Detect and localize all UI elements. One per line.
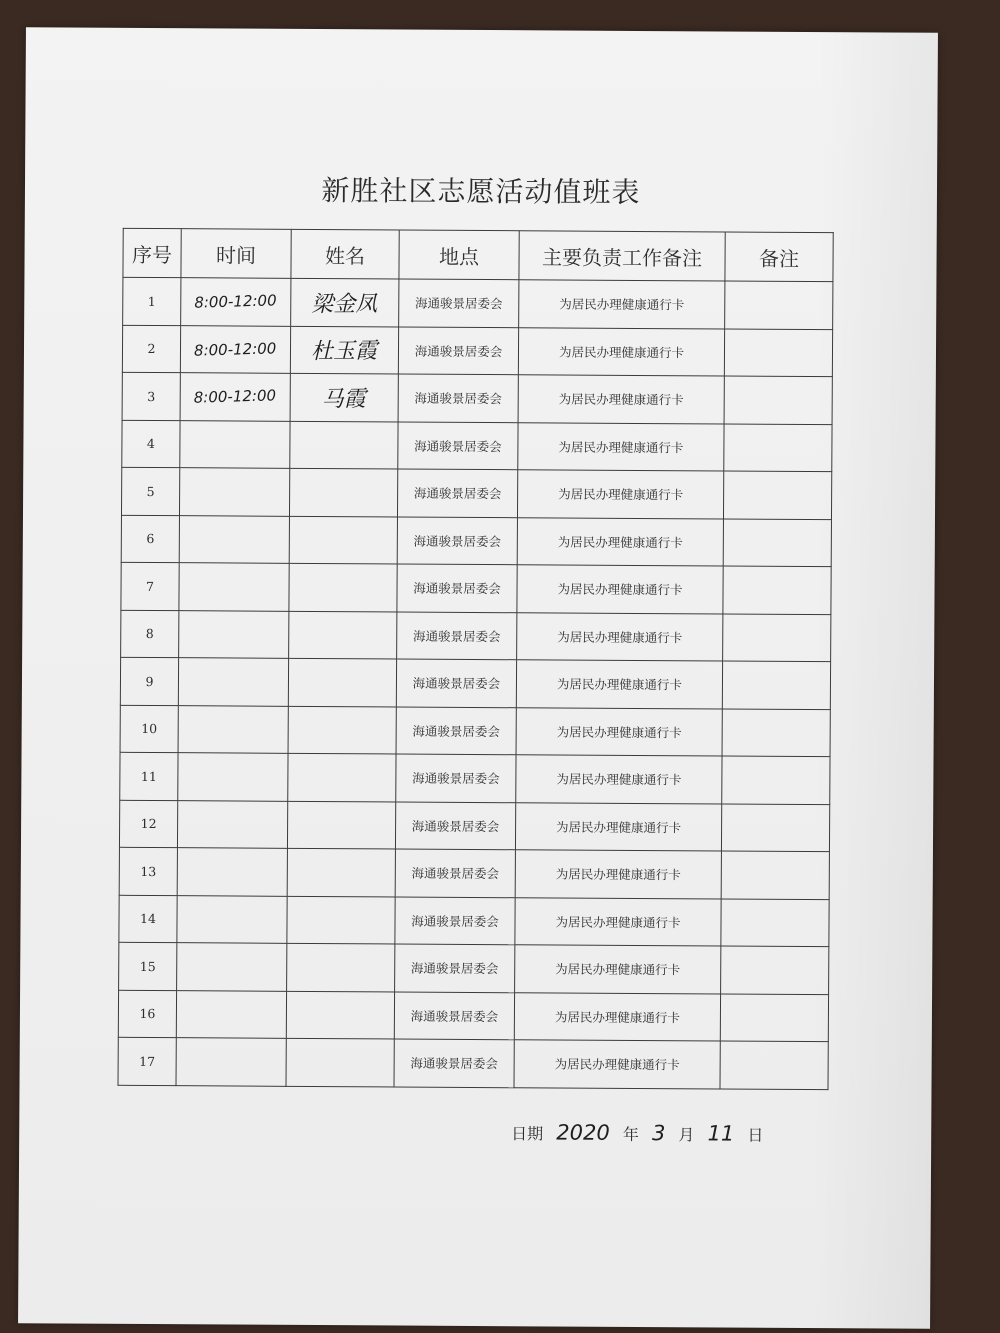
row-place-cell: 海通骏景居委会	[395, 801, 515, 849]
row-note-cell	[721, 851, 829, 899]
row-name-cell	[289, 563, 397, 611]
header-index: 序号	[123, 228, 181, 277]
row-place-cell: 海通骏景居委会	[394, 991, 514, 1039]
row-time-cell	[180, 373, 290, 421]
row-place-cell: 海通骏景居委会	[394, 1039, 514, 1087]
row-index-cell: 9	[120, 657, 178, 705]
header-work: 主要负责工作备注	[519, 231, 725, 281]
table-row	[123, 277, 833, 329]
row-name-cell	[288, 753, 396, 801]
row-time-cell	[179, 468, 289, 516]
row-time-cell	[180, 420, 290, 468]
header-time: 时间	[181, 229, 291, 279]
date-month-handwritten: 3	[651, 1121, 666, 1146]
row-name-cell	[288, 658, 396, 706]
row-index-cell: 14	[119, 895, 177, 943]
row-index-cell: 5	[121, 467, 179, 515]
duty-table	[118, 228, 834, 1090]
row-time-cell	[181, 278, 291, 326]
row-index-cell: 11	[120, 752, 178, 800]
row-time-cell	[177, 848, 287, 896]
row-place-cell: 海通骏景居委会	[397, 612, 517, 660]
handwritten-time: 8:00-12:00	[194, 339, 277, 360]
row-index-cell: 6	[121, 515, 179, 563]
row-work-cell: 为居民办理健康通行卡	[517, 470, 723, 519]
row-note-cell	[720, 1041, 828, 1089]
row-index-cell: 12	[119, 800, 177, 848]
table-row	[119, 847, 829, 899]
handwritten-name: 马霞	[322, 386, 367, 413]
table-row	[119, 895, 829, 947]
row-name-cell	[291, 278, 399, 326]
row-note-cell	[721, 898, 829, 946]
date-year-unit: 年	[622, 1124, 639, 1144]
row-time-cell	[177, 895, 287, 943]
row-note-cell	[721, 803, 829, 851]
table-row	[119, 800, 829, 852]
row-place-cell: 海通骏景居委会	[398, 374, 518, 422]
table-row	[122, 420, 832, 472]
row-place-cell: 海通骏景居委会	[396, 659, 516, 707]
handwritten-name: 杜玉霞	[311, 339, 378, 365]
row-note-cell	[720, 993, 828, 1041]
row-place-cell: 海通骏景居委会	[396, 754, 516, 802]
row-name-cell	[289, 468, 397, 516]
row-time-cell	[179, 610, 289, 658]
handwritten-time: 8:00-12:00	[194, 291, 278, 312]
table-row	[122, 372, 832, 424]
row-place-cell: 海通骏景居委会	[395, 849, 515, 897]
row-work-cell: 为居民办理健康通行卡	[517, 612, 723, 661]
table-row	[121, 515, 831, 567]
row-note-cell	[722, 756, 830, 804]
row-time-cell	[177, 800, 287, 848]
row-work-cell: 为居民办理健康通行卡	[519, 280, 725, 329]
row-name-cell	[290, 326, 398, 374]
row-note-cell	[725, 281, 833, 329]
table-row	[121, 467, 831, 519]
row-note-cell	[722, 708, 830, 756]
row-name-cell	[286, 1038, 394, 1086]
row-work-cell: 为居民办理健康通行卡	[515, 945, 721, 994]
row-note-cell	[723, 613, 831, 661]
row-place-cell: 海通骏景居委会	[398, 327, 518, 375]
row-name-cell	[287, 848, 395, 896]
row-work-cell: 为居民办理健康通行卡	[516, 755, 722, 804]
row-place-cell: 海通骏景居委会	[397, 564, 517, 612]
row-name-cell	[290, 373, 398, 421]
row-name-cell	[289, 516, 397, 564]
row-work-cell: 为居民办理健康通行卡	[514, 992, 720, 1041]
row-index-cell: 2	[122, 325, 180, 373]
row-place-cell: 海通骏景居委会	[395, 944, 515, 992]
row-name-cell	[287, 943, 395, 991]
row-name-cell	[286, 991, 394, 1039]
row-index-cell: 10	[120, 705, 178, 753]
row-note-cell	[722, 661, 830, 709]
date-day-unit: 日	[747, 1125, 764, 1145]
row-name-cell	[289, 611, 397, 659]
paper-sheet	[18, 27, 938, 1329]
row-note-cell	[723, 518, 831, 566]
row-place-cell: 海通骏景居委会	[399, 279, 519, 327]
row-index-cell: 4	[122, 420, 180, 468]
table-row	[121, 562, 831, 614]
row-index-cell: 1	[123, 277, 181, 325]
row-time-cell	[179, 563, 289, 611]
row-place-cell: 海通骏景居委会	[398, 422, 518, 470]
table-row	[121, 610, 831, 662]
table-row	[120, 657, 830, 709]
row-index-cell: 8	[121, 610, 179, 658]
date-line	[511, 1120, 763, 1146]
row-work-cell: 为居民办理健康通行卡	[518, 327, 724, 376]
handwritten-time: 8:00-12:00	[193, 386, 277, 407]
row-time-cell	[177, 943, 287, 991]
row-place-cell: 海通骏景居委会	[397, 469, 517, 517]
row-time-cell	[178, 753, 288, 801]
date-year-handwritten: 2020	[556, 1120, 610, 1145]
row-name-cell	[287, 896, 395, 944]
row-work-cell: 为居民办理健康通行卡	[516, 707, 722, 756]
row-index-cell: 7	[121, 562, 179, 610]
row-work-cell: 为居民办理健康通行卡	[514, 1040, 720, 1089]
table-row	[119, 942, 829, 994]
row-place-cell: 海通骏景居委会	[396, 707, 516, 755]
row-work-cell: 为居民办理健康通行卡	[517, 565, 723, 614]
row-note-cell	[724, 329, 832, 377]
table-header-row	[123, 228, 833, 281]
row-note-cell	[724, 423, 832, 471]
row-name-cell	[290, 421, 398, 469]
row-time-cell	[179, 515, 289, 563]
table-body	[118, 277, 833, 1089]
table-row	[118, 990, 828, 1042]
date-label: 日期	[511, 1124, 544, 1144]
row-index-cell: 3	[122, 372, 180, 420]
table-row	[120, 705, 830, 757]
row-time-cell	[178, 658, 288, 706]
row-time-cell	[176, 990, 286, 1038]
header-name: 姓名	[291, 229, 399, 279]
row-work-cell: 为居民办理健康通行卡	[515, 802, 721, 851]
handwritten-name: 梁金凤	[311, 291, 378, 318]
row-index-cell: 13	[119, 847, 177, 895]
row-index-cell: 16	[118, 990, 176, 1038]
date-month-unit: 月	[678, 1125, 695, 1145]
row-time-cell	[176, 1038, 286, 1086]
row-work-cell: 为居民办理健康通行卡	[517, 517, 723, 566]
date-day-handwritten: 11	[707, 1121, 735, 1146]
row-note-cell	[724, 376, 832, 424]
row-place-cell: 海通骏景居委会	[395, 896, 515, 944]
row-work-cell: 为居民办理健康通行卡	[518, 375, 724, 424]
table-row	[122, 325, 832, 377]
row-index-cell: 17	[118, 1037, 176, 1085]
document-title: 新胜社区志愿活动值班表	[321, 174, 641, 209]
table-row	[118, 1037, 828, 1089]
row-name-cell	[287, 801, 395, 849]
row-work-cell: 为居民办理健康通行卡	[515, 897, 721, 946]
row-work-cell: 为居民办理健康通行卡	[515, 850, 721, 899]
header-note: 备注	[725, 232, 833, 282]
row-time-cell	[178, 705, 288, 753]
row-time-cell	[180, 325, 290, 373]
row-note-cell	[723, 566, 831, 614]
header-place: 地点	[399, 230, 519, 280]
row-work-cell: 为居民办理健康通行卡	[518, 422, 724, 471]
row-note-cell	[721, 946, 829, 994]
table-row	[120, 752, 830, 804]
row-name-cell	[288, 706, 396, 754]
row-index-cell: 15	[119, 942, 177, 990]
row-place-cell: 海通骏景居委会	[397, 517, 517, 565]
row-work-cell: 为居民办理健康通行卡	[516, 660, 722, 709]
row-note-cell	[723, 471, 831, 519]
